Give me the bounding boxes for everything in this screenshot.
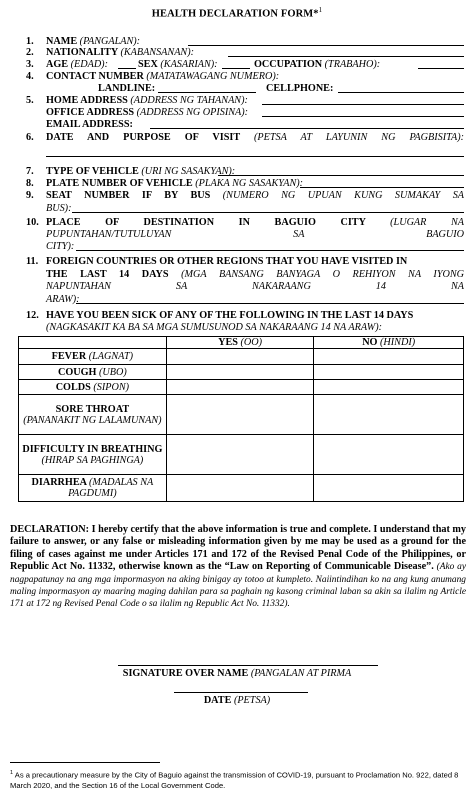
form-title: HEALTH DECLARATION FORM*$^1$ [151,6,323,20]
destination-field[interactable] [76,250,464,251]
sex-label: SEX (KASARIAN): [138,59,218,70]
yes-column-header: YES (OO) [166,337,314,349]
home-address-label: HOME ADDRESS (ADDRESS NG TAHANAN): [46,95,248,106]
no-cell[interactable] [314,475,464,502]
item-number: 9. [26,190,34,201]
home-address-field[interactable] [262,104,464,105]
age-field[interactable] [118,68,136,69]
vehicle-type-label: TYPE OF VEHICLE (URI NG SASAKYAN): [46,166,236,177]
destination-label-cont2: CITY): [46,241,75,252]
landline-field[interactable] [158,92,256,93]
foreign-visit-label: FOREIGN COUNTRIES OR OTHER REGIONS THAT YOU HAVE VISITED IN [46,256,408,267]
item-number: 6. [26,132,34,143]
name-field[interactable] [188,45,464,46]
sickness-question: HAVE YOU BEEN SICK OF ANY OF THE FOLLOWING IN THE LAST 14 DAYS [46,310,414,321]
yes-cell[interactable] [166,380,314,395]
visit-label: DATE AND PURPOSE OF VISIT (PETSA AT LAYUNIN NG PAGBISITA): [46,132,465,143]
visit-field[interactable] [46,156,464,157]
item-number: 11. [26,256,39,267]
seat-number-label-cont: BUS): [46,203,72,214]
item-number: 8. [26,178,34,189]
nationality-label: NATIONALITY (KABANSANAN): [46,47,195,58]
contact-label: CONTACT NUMBER (MATATAWAGANG NUMERO): [46,71,280,82]
table-header-row [19,337,464,349]
item-number: 3. [26,59,34,70]
symptom-sore-throat: SORE THROAT (PANANAKIT NG LALAMUNAN) [19,395,167,435]
symptom-colds: COLDS (SIPON) [19,380,167,395]
symptom-fever: FEVER (LAGNAT) [19,349,167,365]
symptom-cough: COUGH (UBO) [19,365,167,380]
signature-label: SIGNATURE OVER NAME (PANGALAN AT PIRMA [122,668,352,679]
no-cell[interactable] [314,435,464,475]
vehicle-type-field[interactable] [218,175,464,176]
table-row [19,435,464,475]
email-label: EMAIL ADDRESS: [46,119,133,130]
item-number: 12. [26,310,39,321]
item-number: 4. [26,71,34,82]
plate-number-field[interactable] [300,187,464,188]
yes-cell[interactable] [166,365,314,380]
table-row [19,475,464,502]
foreign-visit-field[interactable] [76,303,464,304]
symptom-difficulty-breathing: DIFFICULTY IN BREATHING (HIRAP SA PAGHINGA) [19,435,167,475]
table-row [19,365,464,380]
foreign-visit-label-cont3: ARAW): [46,294,80,305]
foreign-visit-label-cont: THE LAST 14 DAYS (MGA BANSANG BANYAGA O REHIYON NA IYONG [46,269,465,280]
no-cell[interactable] [314,380,464,395]
table-header-blank [19,337,167,349]
date-label: DATE (PETSA) [203,695,271,706]
table-row [19,349,464,365]
sickness-question-tl: (NAGKASAKIT KA BA SA MGA SUMUSUNOD SA NAKARAANG 14 NA ARAW): [46,322,382,333]
table-row [19,395,464,435]
sex-field[interactable] [222,68,250,69]
plate-number-label: PLATE NUMBER OF VEHICLE (PLAKA NG SASAKYAN): [46,178,304,189]
item-number: 10. [26,217,39,228]
nationality-field[interactable] [228,56,464,57]
occupation-label: OCCUPATION (TRABAHO): [254,59,381,70]
symptoms-table [18,336,464,502]
item-number: 2. [26,47,34,58]
declaration-text: DECLARATION: I hereby certify that the above information is true and complete. I understand that my failure to answer, or any false or misleading information given by me may be used as a ground for the filing of cases against me under Articles 171 and 172 of the Revised Penal Code of the Philippines, or Republic Act No. 11332, otherwise known as the “Law on Reporting of Communicable Disease”. (Ako ay nagpapatunay na ang mga impormasyon na aking binigay ay totoo at kumpleto. Naiintindihan ko na ang kung anumang maling impormasyon ay maaring maging dahilan para sa paghain ng kasong criminal laban sa akin sa ilalim ng Article 171 at 172 ng Revised Penal Code o sa ilalim ng Republic Act No. 11332). [10,524,467,610]
name-label: NAME (PANGALAN): [46,36,141,47]
signature-line[interactable] [118,665,378,666]
no-cell[interactable] [314,365,464,380]
yes-cell[interactable] [166,475,314,502]
destination-label: PLACE OF DESTINATION IN BAGUIO CITY (LUGAR NA [46,217,464,228]
footnote-separator [10,762,160,763]
no-cell[interactable] [314,349,464,365]
footnote: $^1$ As a precautionary measure by the City of Baguio against the transmission of COVID-19, pursuant to Proclamation No. 922, dated 8 March 2020, and the Section 16 of the Local Government Code. [10,770,459,790]
landline-label: LANDLINE: [98,83,156,94]
no-cell[interactable] [314,395,464,435]
table-row [19,380,464,395]
no-column-header: NO (HINDI) [314,337,464,349]
yes-cell[interactable] [166,349,314,365]
email-field[interactable] [150,128,464,129]
foreign-visit-label-cont2: NAPUNTAHAN SA NAKARAANG 14 NA [46,281,464,292]
yes-cell[interactable] [166,395,314,435]
occupation-field[interactable] [418,68,464,69]
age-label: AGE (EDAD): [46,59,108,70]
item-number: 5. [26,95,34,106]
cellphone-label: CELLPHONE: [266,83,334,94]
seat-number-field[interactable] [72,212,464,213]
office-address-field[interactable] [262,116,464,117]
cellphone-field[interactable] [338,92,464,93]
symptom-diarrhea: DIARRHEA (MADALAS NA PAGDUMI) [19,475,167,502]
destination-label-cont: PUPUNTAHAN/TUTULUYAN SA BAGUIO [46,229,464,240]
yes-cell[interactable] [166,435,314,475]
item-number: 7. [26,166,34,177]
item-number: 1. [26,36,34,47]
office-address-label: OFFICE ADDRESS (ADDRESS NG OPISINA): [46,107,249,118]
date-line[interactable] [174,692,308,693]
seat-number-label: SEAT NUMBER IF BY BUS (NUMERO NG UPUAN KUNG SUMAKAY SA [46,190,465,201]
